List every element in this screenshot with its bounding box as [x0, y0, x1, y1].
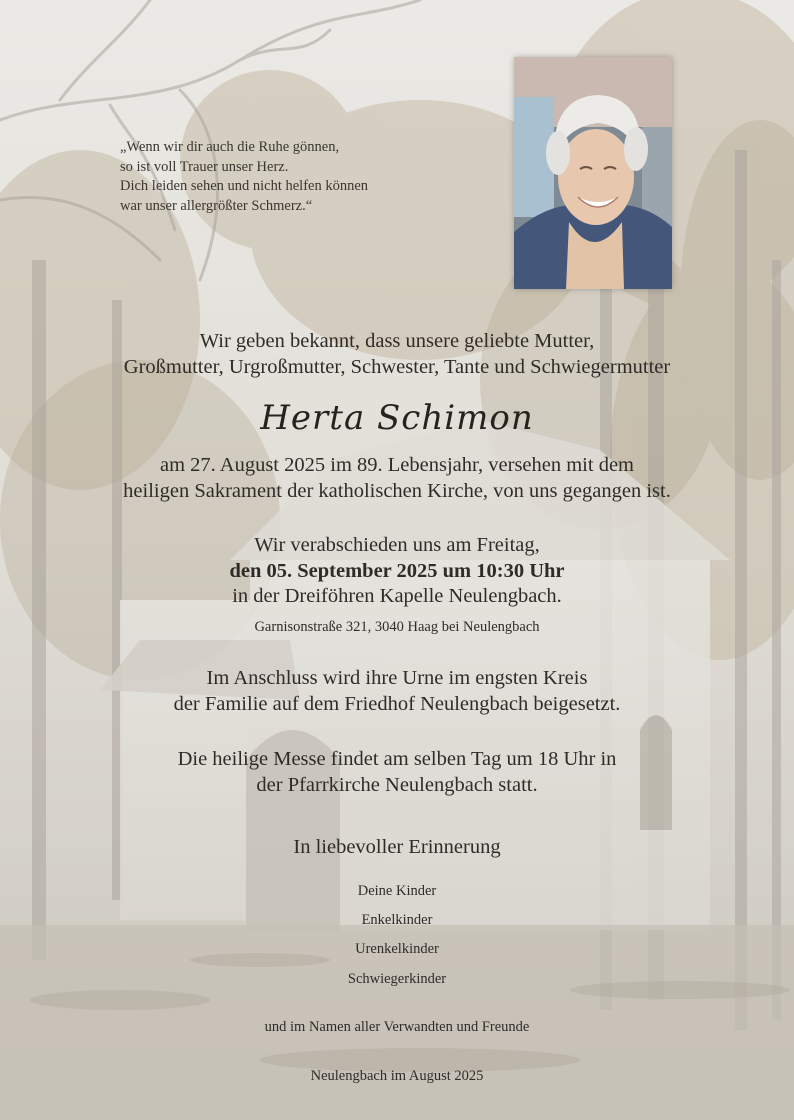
death-line: heiligen Sakrament der katholischen Kirche, von uns gegangen ist.: [123, 479, 671, 502]
mass-info: [0, 747, 794, 798]
farewell-date-time: den 05. September 2025 um 10:30 Uhr: [229, 559, 565, 582]
death-notice: [0, 453, 794, 504]
place-date: Neulengbach im August 2025: [310, 1068, 484, 1084]
quote-line: „Wenn wir dir auch die Ruhe gönnen,: [120, 139, 340, 155]
farewell-line: Wir verabschieden uns am Freitag,: [254, 534, 540, 556]
mourner-urenkelkinder: Urenkelkinder: [355, 941, 439, 957]
portrait-image: [514, 57, 672, 289]
death-line: am 27. August 2025 im 89. Lebensjahr, versehen mit dem: [159, 454, 634, 476]
relatives-line: und im Namen aller Verwandten und Freunde: [264, 1019, 530, 1035]
farewell-address: Garnisonstraße 321, 3040 Haag bei Neulengbach: [254, 619, 540, 635]
mourner-kinder: Deine Kinder: [357, 883, 437, 899]
farewell-info: [0, 533, 794, 610]
quote-line: war unser allergrößter Schmerz.“: [120, 197, 313, 214]
burial-line: der Familie auf dem Friedhof Neulengbach beigesetzt.: [173, 692, 621, 715]
farewell-location: in der Dreiföhren Kapelle Neulengbach.: [232, 585, 562, 607]
burial-info: [0, 666, 794, 717]
quote-line: Dich leiden sehen und nicht helfen können: [120, 178, 369, 194]
intro-line: Großmutter, Urgroßmutter, Schwester, Tante und Schwiegermutter: [123, 355, 671, 378]
mourner-schwiegerkinder: Schwiegerkinder: [347, 971, 447, 987]
mass-line: der Pfarrkirche Neulengbach statt.: [256, 773, 538, 796]
mourner-enkelkinder: Enkelkinder: [361, 912, 433, 928]
quote-line: so ist voll Trauer unser Herz.: [120, 158, 289, 175]
memorial-quote: [120, 138, 368, 216]
intro-line: Wir geben bekannt, dass unsere geliebte Mutter,: [199, 330, 595, 352]
portrait-photo: [514, 57, 672, 289]
deceased-name: Herta Schimon: [260, 398, 534, 438]
memory-heading: In liebevoller Erinnerung: [293, 836, 501, 858]
intro-text: [0, 329, 794, 380]
burial-line: Im Anschluss wird ihre Urne im engsten Kreis: [206, 667, 588, 689]
mass-line: Die heilige Messe findet am selben Tag um 18 Uhr in: [177, 748, 617, 770]
